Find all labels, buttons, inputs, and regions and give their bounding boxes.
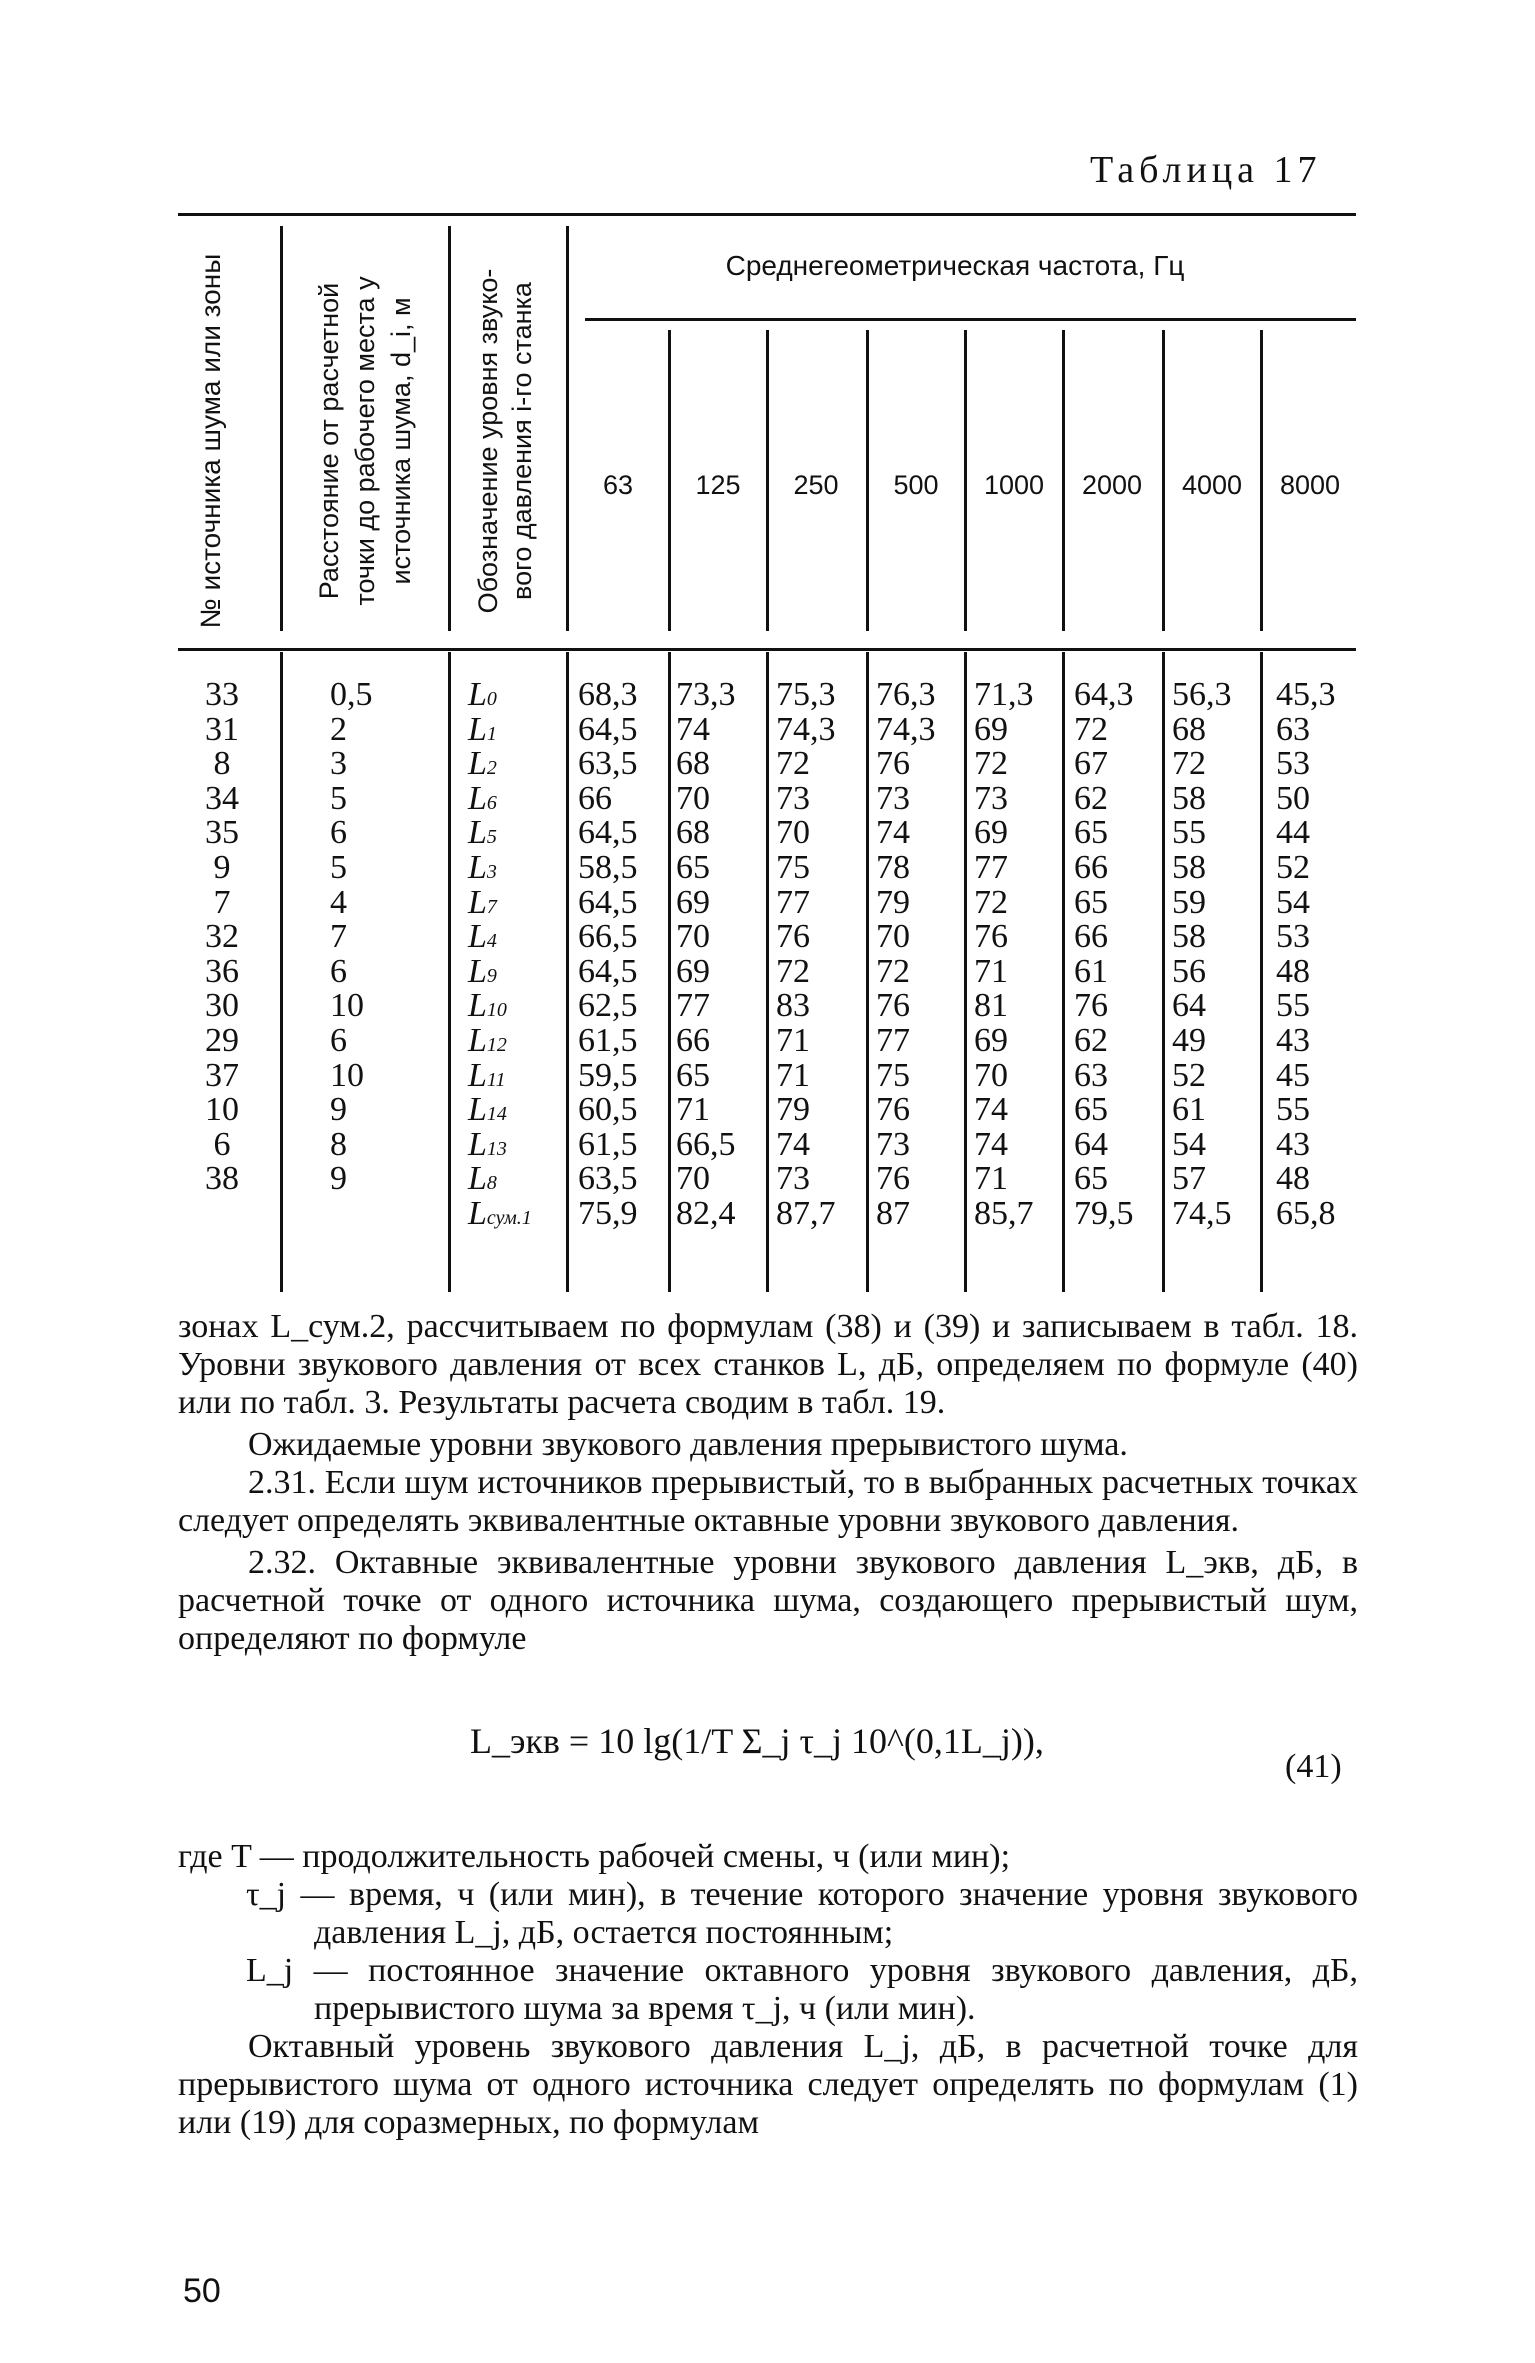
cell-value: 71 (776, 1021, 810, 1059)
cell-value: 66 (1074, 918, 1108, 956)
paragraph: 2.31. Если шум источников прерывистый, то в выбранных расчетных точках следует определять эквивалентные октавные уровни звукового давления. (178, 1464, 1358, 1539)
column-freq-125 (676, 678, 764, 1232)
header-designation: Обозначение уровня звуко- вого давления i-го станка (473, 268, 537, 614)
body-vline (1162, 652, 1165, 1292)
cell-source-number: 30 (205, 987, 239, 1025)
cell-value: 76 (876, 745, 910, 783)
cell-value: 73 (876, 779, 910, 817)
cell-value: 43 (1276, 1125, 1310, 1163)
cell-value: 68 (1172, 710, 1206, 748)
cell-value: 65 (1074, 1160, 1108, 1198)
column-freq-250 (776, 678, 864, 1232)
cell-value: 87 (876, 1194, 910, 1232)
cell-distance: 5 (330, 779, 347, 817)
cell-distance: 7 (330, 918, 347, 956)
cell-designation: L9 (468, 952, 497, 990)
cell-value: 65,8 (1276, 1194, 1336, 1232)
cell-value: 82,4 (676, 1194, 736, 1232)
cell-designation: L0 (468, 676, 497, 713)
cell-designation: L10 (468, 987, 507, 1025)
cell-value: 66 (578, 779, 612, 817)
cell-value: 58 (1172, 918, 1206, 956)
cell-value: 74 (776, 1125, 810, 1163)
cell-value: 75 (776, 848, 810, 886)
cell-value: 62,5 (578, 987, 638, 1025)
cell-value: 78 (876, 848, 910, 886)
header-source: № источника шума или зоны (195, 253, 226, 629)
cell-source-number: 8 (213, 745, 231, 783)
cell-distance: 2 (330, 710, 347, 748)
cell-value: 76 (876, 987, 910, 1025)
freq-500: 500 (893, 470, 939, 500)
cell-value: 70 (676, 779, 710, 817)
freq-2000: 2000 (1081, 470, 1143, 500)
cell-source-number: 37 (205, 1056, 239, 1094)
freq-125: 125 (695, 470, 741, 500)
cell-value: 76,3 (876, 676, 936, 713)
cell-designation: L3 (468, 848, 497, 886)
definition: L_j — постоянное значение октавного уровня звукового давления, дБ, прерывистого шума за время τ_j, ч (или мин). (246, 1952, 1358, 2027)
cell-designation: L14 (468, 1091, 507, 1129)
body-vline (566, 652, 569, 1292)
cell-value: 79,5 (1074, 1194, 1134, 1232)
cell-designation: L11 (468, 1056, 506, 1094)
freq-8000: 8000 (1279, 470, 1341, 500)
column-source-number (192, 678, 252, 1232)
header-vline (280, 226, 283, 631)
formula: L_экв = 10 lg(1/T Σ_j τ_j 10^(0,1L_j)), (470, 1721, 1044, 1761)
cell-distance (330, 1197, 390, 1232)
cell-value: 70 (974, 1056, 1008, 1094)
cell-value: 76 (1074, 987, 1108, 1025)
cell-value: 65 (1074, 814, 1108, 852)
cell-value: 62 (1074, 779, 1108, 817)
cell-value: 75,3 (776, 676, 836, 713)
cell-value: 63,5 (578, 1160, 638, 1198)
cell-value: 56,3 (1172, 676, 1232, 713)
cell-designation: L12 (468, 1021, 507, 1059)
cell-value: 59 (1172, 883, 1206, 921)
cell-value: 74 (974, 1091, 1008, 1129)
cell-value: 52 (1276, 848, 1310, 886)
cell-value: 74 (974, 1125, 1008, 1163)
frequency-group-title: Среднегеометрическая частота, Гц (725, 250, 1185, 281)
cell-value: 58 (1172, 779, 1206, 817)
cell-source-number (192, 1197, 252, 1232)
cell-value: 56 (1172, 952, 1206, 990)
cell-distance: 4 (330, 883, 347, 921)
cell-distance: 8 (330, 1125, 347, 1163)
paragraph: зонах L_сум.2, рассчитываем по формулам (38) и (39) и записываем в табл. 18. Уровни звукового давления от всех станков L, дБ, определяем по формуле (40) или по табл. 3. Результаты расчета сводим в табл. 19. (178, 1308, 1358, 1421)
body-text (178, 1308, 1358, 1658)
column-distance (330, 678, 390, 1232)
cell-value: 66 (676, 1021, 710, 1059)
column-freq-63 (578, 678, 666, 1232)
cell-value: 69 (974, 814, 1008, 852)
cell-distance: 3 (330, 745, 347, 783)
cell-value: 74 (876, 814, 910, 852)
header-bottom-rule (178, 648, 1356, 651)
cell-value: 77 (974, 848, 1008, 886)
cell-value: 75 (876, 1056, 910, 1094)
page-number: 50 (183, 2272, 221, 2310)
cell-source-number: 29 (205, 1021, 239, 1059)
cell-value: 76 (974, 918, 1008, 956)
header-distance: Расстояние от расчетной точки до рабочего места у источника шума, d_i, м (314, 276, 416, 606)
cell-value: 45,3 (1276, 676, 1336, 713)
cell-value: 77 (776, 883, 810, 921)
cell-value: 54 (1172, 1125, 1206, 1163)
cell-source-number: 34 (205, 779, 239, 817)
cell-value: 53 (1276, 745, 1310, 783)
cell-value: 58 (1172, 848, 1206, 886)
cell-distance: 9 (330, 1160, 347, 1198)
cell-source-number: 35 (205, 814, 239, 852)
cell-distance: 5 (330, 848, 347, 886)
header-vline (566, 226, 569, 631)
body-vline (766, 652, 769, 1292)
paragraph: Октавный уровень звукового давления L_j, дБ, в расчетной точке для прерывистого шума от одного источника следует определять по формулам (1) или (19) для соразмерных, по формулам (178, 2028, 1358, 2141)
cell-value: 87,7 (776, 1194, 836, 1232)
cell-value: 63,5 (578, 745, 638, 783)
cell-value: 52 (1172, 1056, 1206, 1094)
cell-value: 73 (776, 1160, 810, 1198)
paragraph: Ожидаемые уровни звукового давления прерывистого шума. (248, 1426, 1128, 1463)
cell-source-number: 10 (205, 1091, 239, 1129)
cell-value: 65 (676, 848, 710, 886)
freq-250: 250 (793, 470, 839, 500)
cell-distance: 10 (330, 1056, 364, 1094)
cell-value: 68 (676, 745, 710, 783)
body-vline (1260, 652, 1263, 1292)
cell-value: 72 (876, 952, 910, 990)
cell-value: 54 (1276, 883, 1310, 921)
cell-designation: L8 (468, 1160, 497, 1198)
column-freq-500 (876, 678, 964, 1232)
cell-designation: L13 (468, 1125, 507, 1163)
cell-value: 64,3 (1074, 676, 1134, 713)
cell-designation: L5 (468, 814, 497, 852)
cell-value: 66,5 (676, 1125, 736, 1163)
cell-value: 71 (974, 1160, 1008, 1198)
cell-value: 77 (676, 987, 710, 1025)
body-vline (280, 652, 283, 1292)
definitions (178, 1838, 1358, 2142)
cell-value: 62 (1074, 1021, 1108, 1059)
freq-1000: 1000 (983, 470, 1045, 500)
column-designation (468, 678, 564, 1232)
body-vline (866, 652, 869, 1292)
cell-designation: L1 (468, 710, 497, 748)
cell-value: 74 (676, 710, 710, 748)
freq-63: 63 (602, 470, 634, 500)
cell-value: 61,5 (578, 1125, 638, 1163)
cell-value: 76 (876, 1091, 910, 1129)
cell-value: 61 (1074, 952, 1108, 990)
table-top-rule (178, 213, 1356, 216)
column-freq-8000 (1276, 678, 1356, 1232)
cell-value: 48 (1276, 952, 1310, 990)
cell-designation: L7 (468, 883, 497, 921)
cell-value: 72 (776, 745, 810, 783)
cell-value: 64,5 (578, 883, 638, 921)
cell-value: 70 (676, 918, 710, 956)
cell-value: 58,5 (578, 848, 638, 886)
cell-value: 71,3 (974, 676, 1034, 713)
body-vline (448, 652, 451, 1292)
cell-source-number: 7 (213, 883, 231, 921)
cell-value: 64 (1074, 1125, 1108, 1163)
cell-source-number: 36 (205, 952, 239, 990)
cell-value: 64,5 (578, 814, 638, 852)
cell-distance: 6 (330, 952, 347, 990)
cell-designation: L4 (468, 918, 497, 956)
cell-value: 73 (876, 1125, 910, 1163)
cell-value: 68 (676, 814, 710, 852)
cell-value: 55 (1276, 1091, 1310, 1129)
cell-value: 71 (776, 1056, 810, 1094)
cell-value: 75,9 (578, 1194, 638, 1232)
cell-value: 64,5 (578, 952, 638, 990)
column-freq-1000 (974, 678, 1062, 1232)
cell-value: 76 (776, 918, 810, 956)
cell-value: 60,5 (578, 1091, 638, 1129)
cell-value: 70 (876, 918, 910, 956)
cell-value: 71 (974, 952, 1008, 990)
cell-value: 64,5 (578, 710, 638, 748)
cell-value: 71 (676, 1091, 710, 1129)
frequency-group-rule (585, 318, 1356, 321)
header-vline (448, 226, 451, 631)
freq-4000: 4000 (1181, 470, 1243, 500)
cell-value: 74,3 (776, 710, 836, 748)
cell-source-number: 32 (205, 918, 239, 956)
cell-value: 65 (1074, 1091, 1108, 1129)
cell-value: 79 (876, 883, 910, 921)
cell-value: 73,3 (676, 676, 736, 713)
cell-source-number: 33 (205, 676, 239, 713)
cell-value: 44 (1276, 814, 1310, 852)
cell-value: 53 (1276, 918, 1310, 956)
cell-value: 69 (974, 710, 1008, 748)
cell-distance: 10 (330, 987, 364, 1025)
body-vline (964, 652, 967, 1292)
cell-value: 76 (876, 1160, 910, 1198)
cell-source-number: 31 (205, 710, 239, 748)
cell-value: 65 (676, 1056, 710, 1094)
definition: τ_j — время, ч (или мин), в течение которого значение уровня звукового давления L_j, дБ, остается постоянным; (246, 1876, 1358, 1951)
cell-value: 43 (1276, 1021, 1310, 1059)
cell-designation: L6 (468, 779, 497, 817)
cell-value: 74,3 (876, 710, 936, 748)
cell-value: 69 (676, 952, 710, 990)
cell-designation: Lсум.1 (468, 1194, 532, 1232)
cell-value: 69 (974, 1021, 1008, 1059)
definition: где T — продолжительность рабочей смены, ч (или мин); (178, 1838, 1011, 1875)
cell-value: 77 (876, 1021, 910, 1059)
cell-value: 85,7 (974, 1194, 1034, 1232)
cell-value: 50 (1276, 779, 1310, 817)
cell-value: 74,5 (1172, 1194, 1232, 1232)
cell-value: 72 (776, 952, 810, 990)
cell-value: 72 (974, 883, 1008, 921)
cell-value: 72 (1074, 710, 1108, 748)
cell-value: 70 (776, 814, 810, 852)
body-vline (668, 652, 671, 1292)
cell-value: 70 (676, 1160, 710, 1198)
cell-value: 73 (974, 779, 1008, 817)
cell-value: 68,3 (578, 676, 638, 713)
cell-value: 65 (1074, 883, 1108, 921)
cell-value: 48 (1276, 1160, 1310, 1198)
cell-designation: L2 (468, 745, 497, 783)
cell-value: 55 (1172, 814, 1206, 852)
cell-distance: 6 (330, 814, 347, 852)
formula-number: (41) (1285, 1748, 1342, 1785)
cell-distance: 0,5 (330, 676, 373, 713)
column-freq-2000 (1074, 678, 1162, 1232)
cell-value: 55 (1276, 987, 1310, 1025)
cell-value: 57 (1172, 1160, 1206, 1198)
cell-value: 59,5 (578, 1056, 638, 1094)
cell-value: 72 (974, 745, 1008, 783)
cell-value: 61 (1172, 1091, 1206, 1129)
cell-value: 64 (1172, 987, 1206, 1025)
cell-value: 79 (776, 1091, 810, 1129)
cell-value: 45 (1276, 1056, 1310, 1094)
cell-source-number: 6 (213, 1125, 231, 1163)
cell-value: 73 (776, 779, 810, 817)
column-freq-4000 (1172, 678, 1260, 1232)
cell-value: 66 (1074, 848, 1108, 886)
cell-value: 72 (1172, 745, 1206, 783)
cell-distance: 6 (330, 1021, 347, 1059)
cell-source-number: 38 (205, 1160, 239, 1198)
cell-value: 63 (1276, 710, 1310, 748)
cell-value: 49 (1172, 1021, 1206, 1059)
cell-value: 61,5 (578, 1021, 638, 1059)
cell-value: 66,5 (578, 918, 638, 956)
cell-source-number: 9 (213, 848, 231, 886)
cell-value: 69 (676, 883, 710, 921)
cell-value: 67 (1074, 745, 1108, 783)
cell-value: 81 (974, 987, 1008, 1025)
body-vline (1062, 652, 1065, 1292)
paragraph: 2.32. Октавные эквивалентные уровни звукового давления L_экв, дБ, в расчетной точке от одного источника шума, создающего прерывистый шум, определяют по формуле (178, 1544, 1358, 1657)
table-caption: Таблица 17 (1090, 149, 1322, 191)
cell-value: 83 (776, 987, 810, 1025)
cell-value: 63 (1074, 1056, 1108, 1094)
cell-distance: 9 (330, 1091, 347, 1129)
